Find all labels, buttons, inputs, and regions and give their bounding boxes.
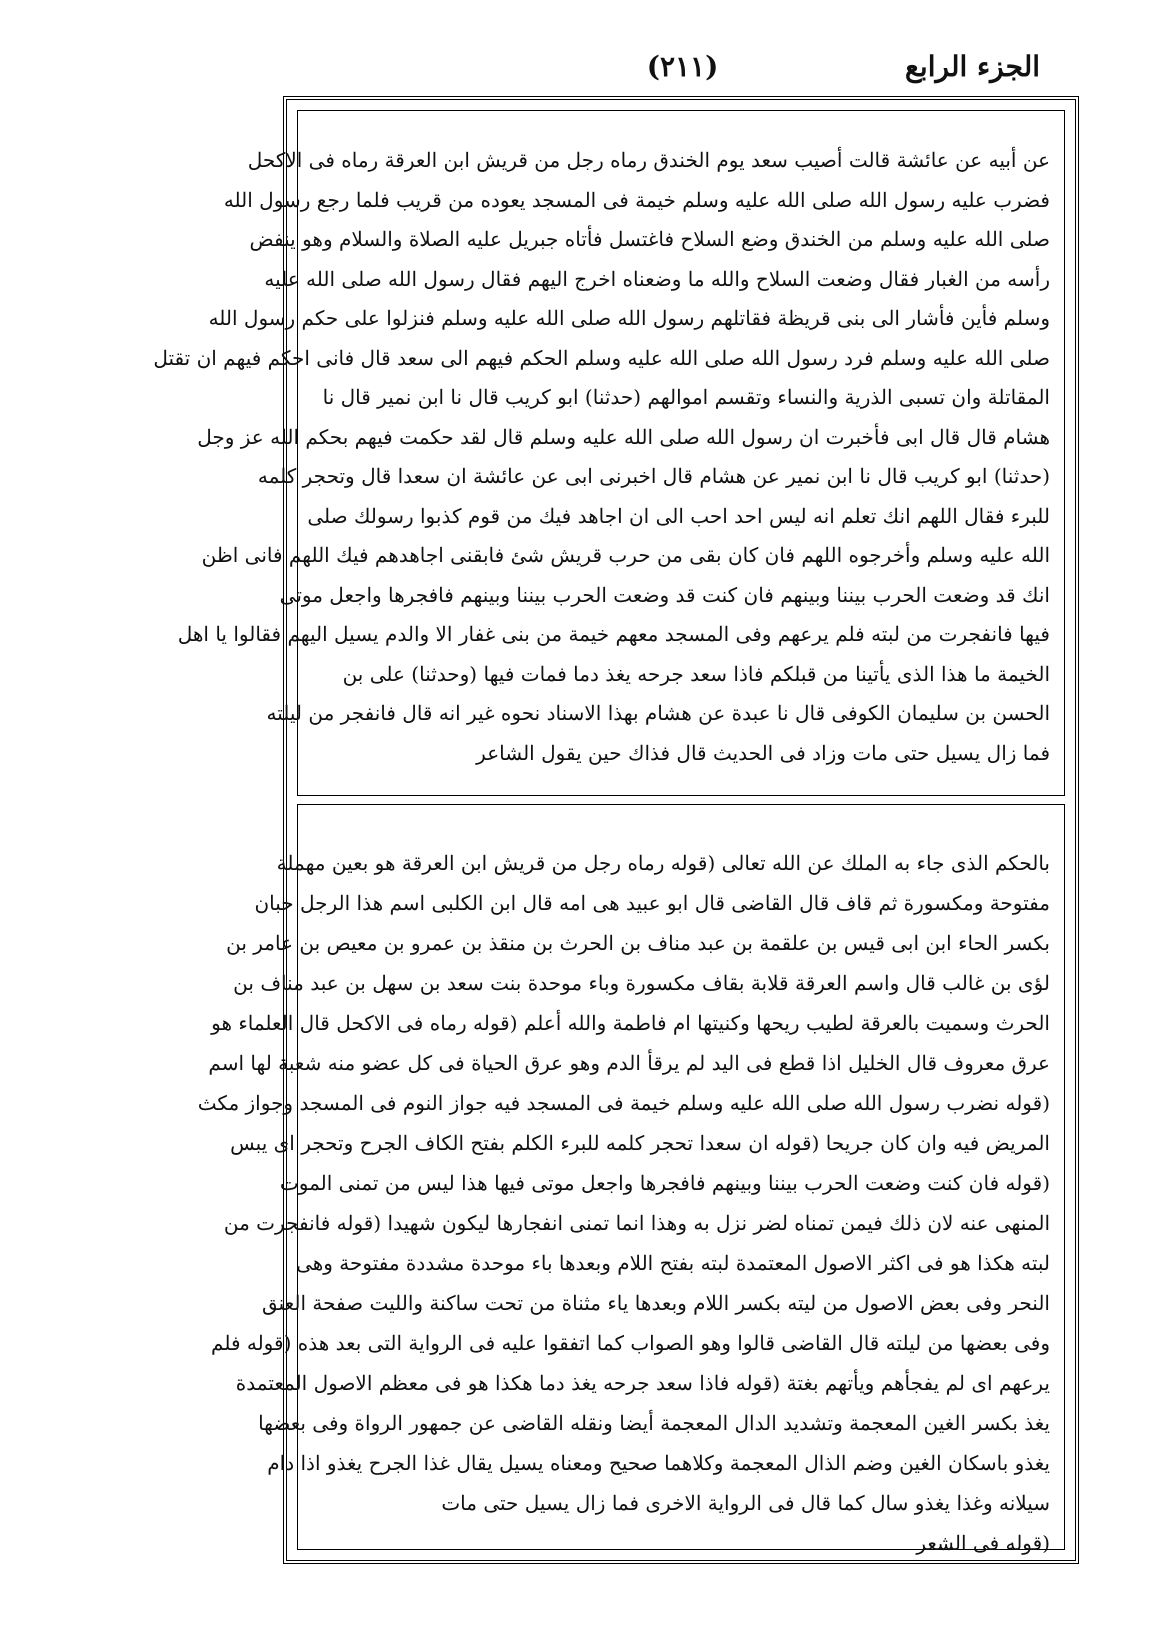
text-line: وسلم فأين فأشار الى بنى قريظة فقاتلهم رسول الله صلى الله عليه وسلم فنزلوا على حكم رسول الله — [208, 306, 1050, 330]
volume-title: الجزء الرابع — [905, 50, 1040, 83]
text-line: فيها فانفجرت من لبته فلم يرعهم وفى المسجد معهم خيمة من بنى غفار الا والدم يسيل اليهم فقالوا يا اهل — [177, 622, 1050, 646]
commentary-text — [197, 843, 1050, 1563]
text-line: النحر وفى بعض الاصول من ليته بكسر اللام وبعدها ياء مثناة من تحت ساكنة والليت صفحة العنق — [261, 1291, 1050, 1315]
text-line: رأسه من الغبار فقال وضعت السلاح والله ما وضعناه اخرج اليهم فقال رسول الله صلى الله عليه — [264, 266, 1050, 291]
text-line: (قوله نضرب رسول الله صلى الله عليه وسلم خيمة فى المسجد فيه جواز النوم فى المسجد وجواز مكث — [197, 1091, 1050, 1115]
hadith-text — [153, 141, 1050, 773]
text-line: الله عليه وسلم وأخرجوه اللهم فان كان بقى من حرب قريش شئ فابقنى اجاهدهم فيك اللهم فانى اظن — [201, 543, 1050, 567]
text-line: للبرء فقال اللهم انك تعلم انه ليس احد احب الى ان اجاهد فيك من قوم كذبوا رسولك صلى — [307, 503, 1050, 528]
commentary-panel — [197, 804, 1065, 1555]
text-line: الخيمة ما هذا الذى يأتينا من قبلكم فاذا سعد جرحه يغذ دما فمات فيها (وحدثنا) على بن — [342, 661, 1050, 686]
page-header — [285, 40, 1080, 100]
text-line: وفى بعضها من ليلته قال القاضى قالوا وهو الصواب كما اتفقوا عليه فى الرواية التى بعد هذه (قوله فلم — [211, 1331, 1050, 1355]
page-frame — [153, 96, 1079, 1564]
text-line: عرق معروف قال الخليل اذا قطع فى اليد لم يرقأ الدم وهو عرق الحياة فى كل عضو منه شعبة لها اسم — [208, 1051, 1050, 1075]
text-line: صلى الله عليه وسلم من الخندق وضع السلاح فاغتسل فأتاه جبريل عليه الصلاة والسلام وهو ينفض — [249, 227, 1050, 251]
text-line: يرعهم اى لم يفجأهم ويأتهم بغتة (قوله فاذا سعد جرحه يغذ دما هكذا هو فى معظم الاصول المعتمدة — [235, 1371, 1050, 1395]
text-line: هشام قال قال ابى فأخبرت ان رسول الله صلى الله عليه وسلم قال لقد حكمت فيهم بحكم الله عز وجل — [197, 424, 1050, 449]
text-line: يغذو باسكان الغين وضم الذال المعجمة وكلاهما صحيح ومعناه يسيل يقال غذا الجرح يغذو اذا دام — [267, 1451, 1050, 1475]
text-line: الحرث وسميت بالعرقة لطيب ريحها وكنيتها ام فاطمة والله أعلم (قوله رماه فى الاكحل قال العلماء هو — [211, 1011, 1050, 1035]
text-line: المنهى عنه لان ذلك فيمن تمناه لضر نزل به وهذا انما تمنى انفجارها ليكون شهيدا (قوله فانفجرت من — [223, 1211, 1050, 1235]
hadith-text-panel — [153, 110, 1065, 796]
text-line: مفتوحة ومكسورة ثم قاف قال القاضى قال ابو عبيد هى امه قال ابن الكلبى اسم هذا الرجل حبان — [254, 891, 1050, 915]
text-line: سيلانه وغذا يغذو سال كما قال فى الرواية الاخرى فما زال يسيل حتى مات — [441, 1491, 1050, 1515]
text-line: فضرب عليه رسول الله صلى الله عليه وسلم خيمة فى المسجد يعوده من قريب فلما رجع رسول الله — [223, 187, 1050, 212]
text-line: المريض فيه وان كان جريحا (قوله ان سعدا تحجر كلمه للبرء الكلم بفتح الكاف الجرح وتحجر اى يبس — [230, 1131, 1050, 1155]
text-line: الحسن بن سليمان الكوفى قال نا عبدة عن هشام بهذا الاسناد نحوه غير انه قال فانفجر من ليلته — [266, 701, 1050, 725]
text-line: بكسر الحاء ابن ابى قيس بن علقمة بن عبد مناف بن الحرث بن منقذ بن عمرو بن معيص بن عامر بن — [226, 931, 1050, 955]
text-line: المقاتلة وان تسبى الذرية والنساء وتقسم اموالهم (حدثنا) ابو كريب قال نا ابن نمير قال نا — [322, 385, 1050, 409]
text-line: انك قد وضعت الحرب بيننا وبينهم فان كنت قد وضعت الحرب بيننا وبينهم فافجرها واجعل موتى — [279, 582, 1050, 607]
text-line: لبته هكذا هو فى اكثر الاصول المعتمدة لبته بفتح اللام وبعدها باء موحدة مشددة مفتوحة وهى — [296, 1251, 1050, 1275]
text-line: عن أبيه عن عائشة قالت أصيب سعد يوم الخندق رماه رجل من قريش ابن العرقة رماه فى الاكحل — [247, 148, 1050, 172]
text-line: (قوله فان كنت وضعت الحرب بيننا وبينهم فافجرها واجعل موتى فيها هذا ليس من تمنى الموت — [279, 1171, 1050, 1195]
text-line: فما زال يسيل حتى مات وزاد فى الحديث قال فذاك حين يقول الشاعر — [476, 740, 1050, 765]
text-line: بالحكم الذى جاء به الملك عن الله تعالى (قوله رماه رجل من قريش ابن العرقة هو بعين مهملة — [276, 851, 1050, 875]
text-line: (قوله فى الشعر — [916, 1531, 1050, 1555]
text-line: (حدثنا) ابو كريب قال نا ابن نمير عن هشام قال اخبرنى ابى عن عائشة ان سعدا قال وتحجر كلمه — [257, 464, 1050, 488]
text-line: لؤى بن غالب قال واسم العرقة قلابة بقاف مكسورة وباء موحدة بنت سعد بن سهل بن عبد مناف بن — [233, 971, 1050, 995]
page-number: (٢١١) — [646, 50, 719, 83]
text-line: صلى الله عليه وسلم فرد رسول الله صلى الله عليه وسلم الحكم فيهم الى سعد قال فانى احكم فيهم ان تقتل — [153, 345, 1050, 370]
text-line: يغذ بكسر الغين المعجمة وتشديد الدال المعجمة أيضا ونقله القاضى عن جمهور الرواة وفى بعضها — [258, 1411, 1050, 1435]
